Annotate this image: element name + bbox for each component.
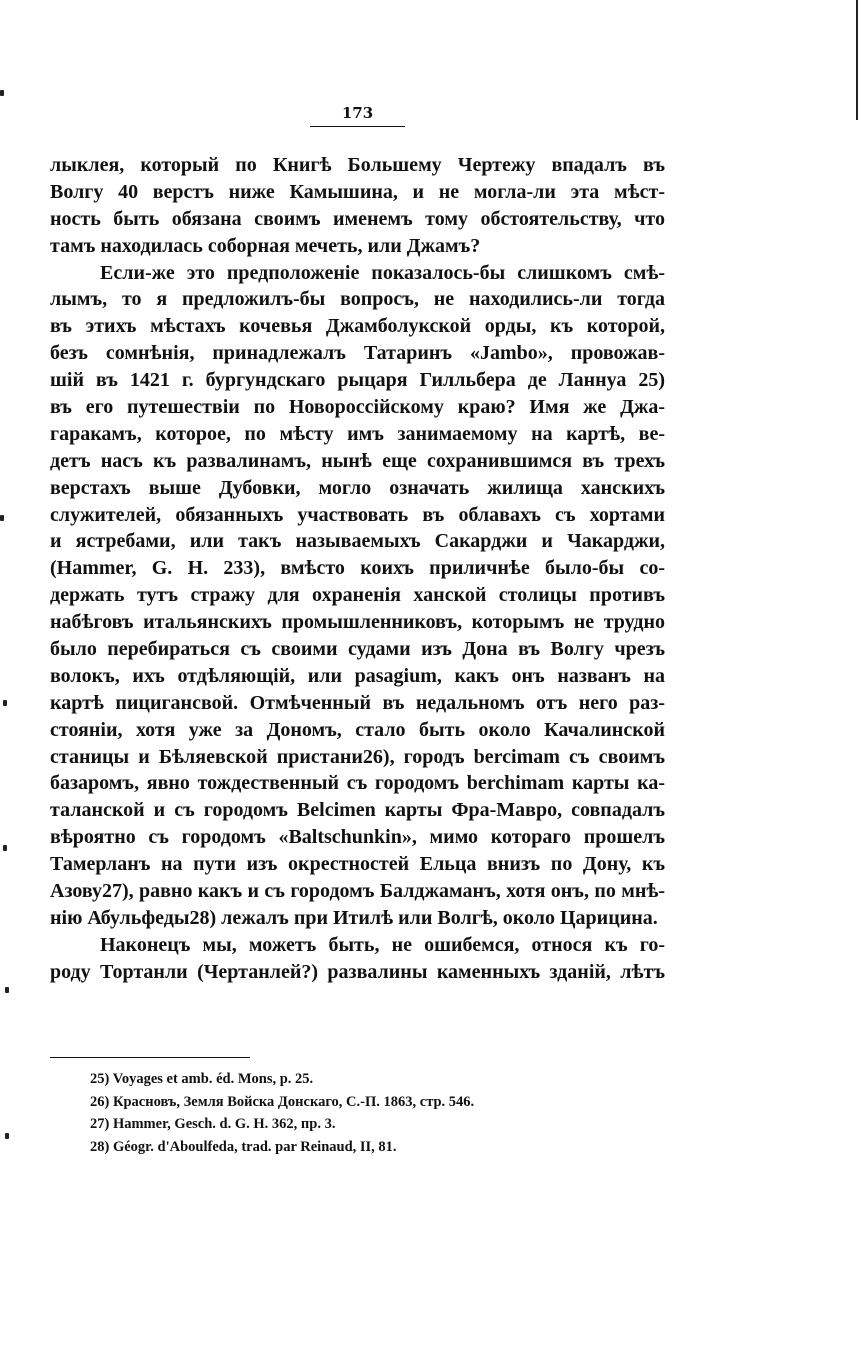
footnote: 28) Géogr. d'Aboulfeda, trad. par Reinaud, II, 81.: [90, 1138, 397, 1155]
text-line: вѣроятно съ городомъ «Baltschunkin», мимо котораго прошелъ: [50, 826, 665, 849]
text-line: станицы и Бѣляевской пристани26), городъ bercimam съ своимъ: [50, 745, 665, 768]
page-number: 173: [310, 104, 405, 127]
footnotes: [90, 1068, 650, 1158]
text-line: служителей, обязанныхъ участвовать въ облавахъ съ хортами: [50, 503, 665, 526]
page-edge-line: [856, 0, 858, 120]
text-line: Если-же это предположеніе показалось-бы слишкомъ смѣ-: [100, 261, 665, 284]
text-line: верстахъ выше Дубовки, могло означать жилища ханскихъ: [50, 476, 665, 499]
text-line: Волгу 40 верстъ ниже Камышина, и не могла-ли эта мѣст-: [50, 180, 665, 203]
text-line: и ястребами, или такъ называемыхъ Сакарджи и Чакарджи,: [50, 530, 665, 553]
text-line: ность быть обязана своимъ именемъ тому обстоятельству, что: [50, 207, 665, 230]
text-line: въ этихъ мѣстахъ кочевья Джамболукской орды, къ которой,: [50, 315, 665, 338]
text-line: Наконецъ мы, можетъ быть, не ошибемся, относя къ го-: [100, 933, 665, 956]
text-line: лымъ, то я предложилъ-бы вопросъ, не находились-ли тогда: [50, 288, 665, 311]
margin-mark: [5, 1133, 9, 1139]
footnote: 26) Красновъ, Земля Войска Донскаго, С.-П. 1863, стр. 546.: [90, 1093, 475, 1110]
text-line: въ его путешествіи по Новороссійскому краю? Имя же Джа-: [50, 396, 665, 419]
text-line: нію Абульфеды28) лежалъ при Итилѣ или Волгѣ, около Царицина.: [50, 906, 658, 929]
text-line: роду Тортанли (Чертанлей?) развалины каменныхъ зданій, лѣтъ: [50, 960, 665, 983]
text-line: (Hammer, G. H. 233), вмѣсто коихъ приличнѣе было-бы со-: [50, 557, 665, 580]
text-line: лыклея, который по Книгѣ Большему Чертежу впадалъ въ: [50, 154, 665, 176]
text-line: Тамерланъ на пути изъ окрестностей Ельца внизъ по Дону, къ: [50, 853, 665, 876]
text-line: таланской и съ городомъ Belcimen карты Фра-Мавро, совпадалъ: [50, 799, 665, 822]
text-line: набѣговъ итальянскихъ промышленниковъ, которымъ не трудно: [50, 611, 665, 634]
margin-mark: [5, 987, 9, 993]
margin-mark: [0, 515, 4, 521]
text-line: тамъ находилась соборная мечеть, или Джамъ?: [50, 234, 481, 257]
text-line: Азову27), равно какъ и съ городомъ Балджаманъ, хотя онъ, по мнѣ-: [50, 880, 665, 903]
text-line: волокъ, ихъ отдѣляющій, или pasagium, какъ онъ названъ на: [50, 664, 665, 687]
text-line: детъ насъ къ развалинамъ, нынѣ еще сохранившимся въ трехъ: [50, 449, 665, 472]
text-line: было перебираться съ своими судами изъ Дона въ Волгу чрезъ: [50, 638, 665, 661]
footnote: 27) Hammer, Gesch. d. G. H. 362, пр. 3.: [90, 1116, 336, 1132]
text-line: стояніи, хотя уже за Дономъ, стало быть около Качалинской: [50, 718, 665, 741]
text-line: шій въ 1421 г. бургундскаго рыцаря Гилльбера де Ланнуа 25): [50, 369, 665, 392]
margin-mark: [0, 90, 4, 96]
footnote: 25) Voyages et amb. éd. Mons, p. 25.: [90, 1071, 314, 1087]
margin-mark: [3, 700, 7, 706]
text-line: картѣ пицигансвой. Отмѣченный въ недальномъ отъ него раз-: [50, 691, 665, 714]
body-text: [50, 152, 665, 986]
text-line: базаромъ, явно тождественный съ городомъ berchimam карты ка-: [50, 772, 665, 795]
margin-mark: [3, 845, 7, 851]
footnote-divider: [50, 1057, 250, 1058]
text-line: безъ сомнѣнія, принадлежалъ Татаринъ «Jambo», провожав-: [50, 342, 665, 365]
text-line: держать тутъ стражу для охраненія ханской столицы противъ: [50, 584, 665, 607]
text-line: гаракамъ, которое, по мѣсту имъ занимаемому на картѣ, ве-: [50, 422, 665, 445]
